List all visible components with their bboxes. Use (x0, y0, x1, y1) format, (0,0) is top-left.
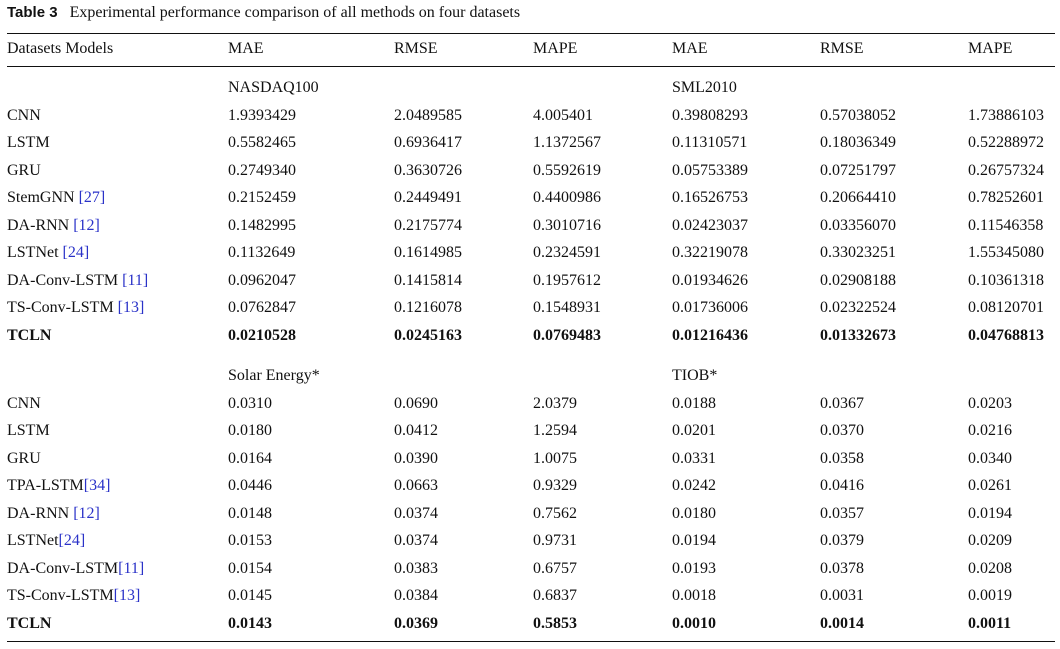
metric-value: 0.0010 (672, 614, 716, 632)
metric-value: 0.02908188 (820, 271, 896, 289)
model-name: StemGNN (7, 189, 79, 206)
metric-value: 0.04768813 (968, 326, 1044, 344)
metric-value: 0.20664410 (820, 189, 896, 206)
metric-value: 0.1548931 (533, 299, 601, 316)
metric-value: 0.0383 (394, 559, 438, 577)
citation-link[interactable]: [11] (118, 559, 145, 577)
metric-value: 0.0370 (820, 422, 864, 439)
metric-value: 0.0209 (968, 532, 1012, 549)
metric-value: 0.7562 (533, 504, 577, 522)
metric-value: 0.11310571 (672, 134, 748, 151)
header-rmse-2: RMSE (820, 40, 864, 57)
table-row (7, 393, 1055, 415)
table-row (7, 160, 1055, 182)
table-row (7, 530, 1055, 552)
table-figure (7, 0, 1055, 649)
model-name-cell (7, 187, 105, 209)
metric-value: 1.1372567 (533, 134, 601, 151)
metric-value: 0.1614985 (394, 244, 462, 261)
metric-value: 0.0210528 (228, 326, 296, 344)
table-row (7, 105, 1055, 127)
metric-value: 0.0194 (672, 532, 716, 549)
model-name-cell (7, 613, 51, 635)
metric-value: 0.0962047 (228, 271, 296, 289)
metric-value: 0.0018 (672, 587, 716, 604)
metric-value: 0.32219078 (672, 244, 748, 261)
header-mape-1: MAPE (533, 40, 578, 57)
metric-value: 0.16526753 (672, 189, 748, 206)
metric-value: 1.55345080 (968, 244, 1044, 261)
metric-value: 0.03356070 (820, 216, 896, 234)
model-name-cell (7, 530, 85, 552)
metric-value: 0.0412 (394, 422, 438, 439)
model-name-cell (7, 393, 41, 415)
metric-value: 0.0310 (228, 394, 272, 412)
metric-value: 4.005401 (533, 106, 593, 124)
model-name: CNN (7, 106, 41, 124)
table-caption (7, 4, 520, 22)
metric-value: 0.1216078 (394, 299, 462, 316)
header-mape-2: MAPE (968, 40, 1013, 57)
model-name: TCLN (7, 614, 52, 632)
model-name: TCLN (7, 326, 52, 344)
table-row (7, 325, 1055, 347)
metric-value: 0.0416 (820, 477, 864, 494)
metric-value: 0.0357 (820, 504, 864, 522)
model-name: DA-RNN (7, 504, 74, 522)
citation-link[interactable]: [24] (62, 244, 90, 261)
model-name: TPA-LSTM (7, 477, 84, 494)
metric-value: 0.0374 (394, 532, 438, 549)
metric-value: 0.0180 (228, 422, 272, 439)
metric-value: 0.0193 (672, 559, 716, 577)
model-name: TS-Conv-LSTM (7, 299, 118, 316)
metric-value: 0.18036349 (820, 134, 896, 151)
model-name-cell (7, 132, 50, 154)
model-name-cell (7, 585, 140, 607)
metric-value: 0.0769483 (533, 326, 601, 344)
header-rule (7, 66, 1055, 67)
metric-value: 0.0201 (672, 422, 716, 439)
metric-value: 0.2175774 (394, 216, 462, 234)
metric-value: 0.0358 (820, 449, 864, 467)
metric-value: 0.0188 (672, 394, 716, 412)
metric-value: 0.5582465 (228, 134, 296, 151)
metric-value: 0.0762847 (228, 299, 296, 316)
metric-value: 0.1957612 (533, 271, 601, 289)
metric-value: 0.0148 (228, 504, 272, 522)
metric-value: 0.9731 (533, 532, 577, 549)
model-name: GRU (7, 449, 41, 467)
metric-value: 0.01216436 (672, 326, 748, 344)
metric-value: 0.9329 (533, 477, 577, 494)
metric-value: 0.26757324 (968, 161, 1044, 179)
table-caption-text: Experimental performance comparison of all methods on four datasets (69, 4, 521, 21)
metric-value: 0.2449491 (394, 189, 462, 206)
model-name-cell (7, 503, 100, 525)
metric-value: 0.2749340 (228, 161, 296, 179)
metric-value: 0.5853 (533, 614, 577, 632)
citation-link[interactable]: [12] (73, 504, 100, 522)
model-name: LSTNet (7, 532, 59, 549)
model-name-cell (7, 215, 100, 237)
metric-value: 0.0216 (968, 422, 1012, 439)
metric-value: 0.0690 (394, 394, 438, 412)
metric-value: 0.0446 (228, 477, 272, 494)
metric-value: 0.0331 (672, 449, 716, 467)
citation-link[interactable]: [27] (78, 189, 106, 206)
metric-value: 0.0031 (820, 587, 864, 604)
metric-value: 0.6757 (533, 559, 577, 577)
table-row (7, 558, 1055, 580)
metric-value: 0.0369 (394, 614, 438, 632)
table-label: Table 3 (7, 4, 58, 21)
dataset-row (7, 77, 1055, 99)
citation-link[interactable]: [34] (83, 477, 111, 494)
metric-value: 0.1132649 (228, 244, 296, 261)
metric-value: 0.2152459 (228, 189, 296, 206)
model-name: LSTNet (7, 244, 63, 261)
model-name-cell (7, 475, 110, 497)
metric-value: 0.0011 (968, 614, 1012, 632)
metric-value: 1.73886103 (968, 106, 1044, 124)
header-datasets-models: Datasets Models (7, 40, 114, 57)
metric-value: 0.0014 (820, 614, 864, 632)
model-name: TS-Conv-LSTM (7, 587, 114, 604)
metric-value: 0.4400986 (533, 189, 601, 206)
metric-value: 0.0145 (228, 587, 272, 604)
model-name: LSTM (7, 134, 50, 151)
metric-value: 0.0245163 (394, 326, 462, 344)
table-row (7, 297, 1055, 319)
header-rmse-1: RMSE (394, 40, 438, 57)
model-name-cell (7, 420, 50, 442)
header-mae-2: MAE (672, 40, 708, 57)
metric-value: 0.5592619 (533, 161, 601, 179)
metric-value: 0.3010716 (533, 216, 601, 234)
metric-value: 0.05753389 (672, 161, 748, 179)
dataset-name: TIOB* (672, 367, 718, 384)
metric-value: 0.6837 (533, 587, 577, 604)
header-mae-1: MAE (228, 40, 264, 57)
metric-value: 0.0374 (394, 504, 438, 522)
table-row (7, 613, 1055, 635)
metric-value: 0.02423037 (672, 216, 748, 234)
metric-value: 2.0379 (533, 394, 577, 412)
metric-value: 0.10361318 (968, 271, 1044, 289)
metric-value: 0.01736006 (672, 299, 748, 316)
model-name: GRU (7, 161, 41, 179)
dataset-name: Solar Energy* (228, 367, 320, 384)
table-row (7, 270, 1055, 292)
table-row (7, 215, 1055, 237)
dataset-row (7, 365, 1055, 387)
model-name: DA-RNN (7, 216, 74, 234)
metric-value: 0.1415814 (394, 271, 462, 289)
metric-value: 0.0019 (968, 587, 1012, 604)
table-row (7, 585, 1055, 607)
table-row (7, 503, 1055, 525)
metric-value: 2.0489585 (394, 106, 462, 124)
metric-value: 0.6936417 (394, 134, 462, 151)
metric-value: 0.3630726 (394, 161, 462, 179)
model-name-cell (7, 242, 89, 264)
metric-value: 0.02322524 (820, 299, 896, 316)
table-row (7, 242, 1055, 264)
model-name-cell (7, 558, 144, 580)
table-row (7, 475, 1055, 497)
metric-value: 0.2324591 (533, 244, 601, 261)
citation-link[interactable]: [13] (117, 299, 145, 316)
model-name: DA-Conv-LSTM (7, 559, 119, 577)
metric-value: 1.0075 (533, 449, 577, 467)
metric-value: 0.07251797 (820, 161, 896, 179)
metric-value: 0.0340 (968, 449, 1012, 467)
table-row (7, 187, 1055, 209)
model-name: DA-Conv-LSTM (7, 271, 123, 289)
table-row (7, 448, 1055, 470)
metric-value: 0.0390 (394, 449, 438, 467)
metric-value: 0.0180 (672, 504, 716, 522)
metric-value: 0.52288972 (968, 134, 1044, 151)
metric-value: 0.0384 (394, 587, 438, 604)
metric-value: 0.0242 (672, 477, 716, 494)
metric-value: 0.39808293 (672, 106, 748, 124)
metric-value: 0.0208 (968, 559, 1012, 577)
metric-value: 1.9393429 (228, 106, 296, 124)
model-name-cell (7, 325, 51, 347)
table-row (7, 132, 1055, 154)
metric-value: 0.0143 (228, 614, 272, 632)
metric-value: 0.0203 (968, 394, 1012, 412)
metric-value: 0.11546358 (968, 216, 1044, 234)
model-name-cell (7, 297, 144, 319)
metric-value: 0.0261 (968, 477, 1012, 494)
metric-value: 0.01934626 (672, 271, 748, 289)
citation-link[interactable]: [12] (73, 216, 100, 234)
citation-link[interactable]: [11] (122, 271, 149, 289)
metric-value: 0.01332673 (820, 326, 896, 344)
metric-value: 0.0194 (968, 504, 1012, 522)
metric-value: 0.0154 (228, 559, 272, 577)
metric-value: 0.08120701 (968, 299, 1044, 316)
header-row (7, 38, 1055, 60)
model-name: CNN (7, 394, 41, 412)
bottom-rule (7, 641, 1055, 642)
model-name-cell (7, 105, 41, 127)
table-row (7, 420, 1055, 442)
metric-value: 0.57038052 (820, 106, 896, 124)
metric-value: 0.0153 (228, 532, 272, 549)
metric-value: 0.33023251 (820, 244, 896, 261)
metric-value: 0.1482995 (228, 216, 296, 234)
citation-link[interactable]: [13] (113, 587, 141, 604)
model-name-cell (7, 160, 41, 182)
metric-value: 0.78252601 (968, 189, 1044, 206)
metric-value: 0.0367 (820, 394, 864, 412)
dataset-name: SML2010 (672, 79, 737, 96)
metric-value: 0.0378 (820, 559, 864, 577)
metric-value: 0.0379 (820, 532, 864, 549)
citation-link[interactable]: [24] (58, 532, 86, 549)
metric-value: 0.0663 (394, 477, 438, 494)
model-name-cell (7, 270, 148, 292)
dataset-name: NASDAQ100 (228, 79, 319, 96)
metric-value: 0.0164 (228, 449, 272, 467)
top-rule (7, 33, 1055, 34)
model-name: LSTM (7, 422, 50, 439)
metric-value: 1.2594 (533, 422, 577, 439)
model-name-cell (7, 448, 41, 470)
